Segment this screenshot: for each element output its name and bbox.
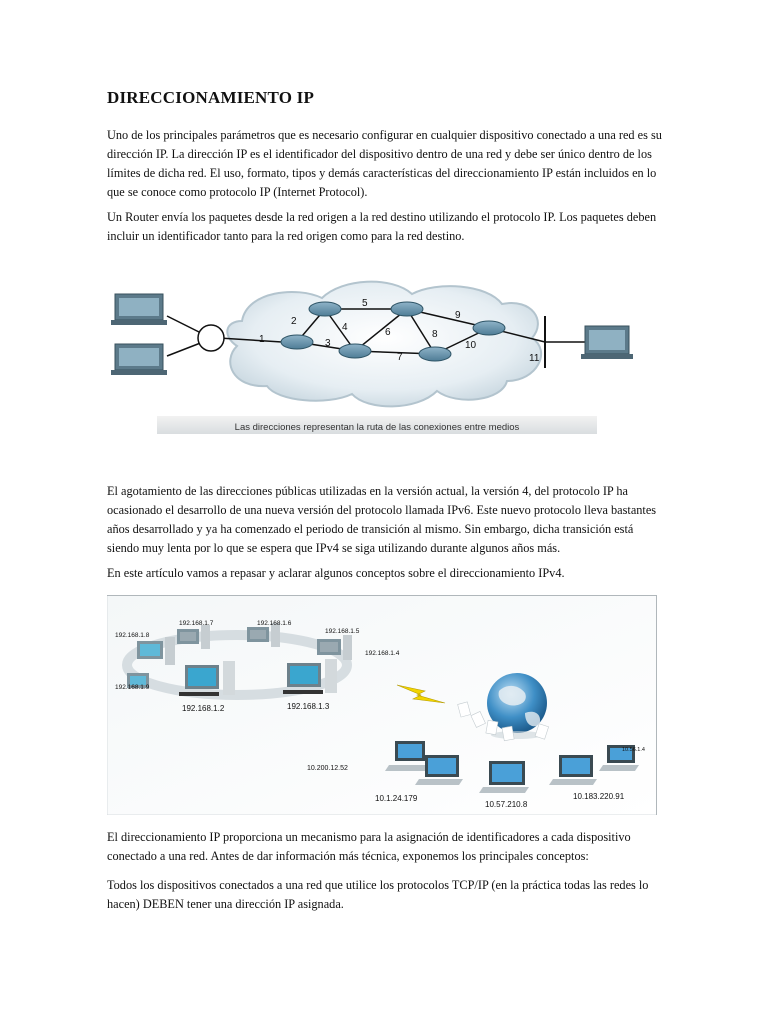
ip-address-label: 10.56.1.4: [622, 747, 645, 753]
ip-address-label: 192.168.1.7: [179, 620, 214, 627]
computer-icon: [111, 344, 167, 375]
router-icon: [339, 344, 371, 358]
figure-caption: Las direcciones representan la ruta de las conexiones entre medios: [234, 422, 520, 433]
link-label: 5: [362, 298, 368, 309]
ip-address-label: 10.57.210.8: [485, 800, 528, 809]
paragraph-3: El agotamiento de las direcciones públicas utilizadas en la versión actual, la versión 4, del protocolo IP ha ocasionado el desarrollo de una nueva versión del protocolo llamada IPv6. Este nuevo protocolo lleva bastantes años desarrollado y ya ha comenzado el periodo de transición al mismo. Sin embargo, dicha transición está siendo muy lenta por lo que se espera que IPv4 se siga utilizando durante algunos años más.: [107, 484, 657, 555]
link-label: 10: [465, 340, 477, 351]
computer-icon: [111, 294, 167, 325]
link-label: 9: [455, 310, 461, 321]
router-icon: [391, 302, 423, 316]
link-label: 6: [385, 327, 391, 338]
ip-address-label: 10.183.220.91: [573, 792, 625, 801]
paragraph-4: En este artículo vamos a repasar y aclarar algunos conceptos sobre el direccionamiento IPv4.: [107, 566, 565, 580]
ip-address-label: 192.168.1.5: [325, 628, 360, 635]
paragraph-6: Todos los dispositivos conectados a una red que utilice los protocolos TCP/IP (en la práctica todas las redes lo hacen) DEBEN tener una dirección IP asignada.: [107, 878, 649, 911]
router-icon: [281, 335, 313, 349]
link-label: 1: [259, 334, 265, 345]
ip-address-illustration: [107, 595, 657, 815]
hub-icon: [198, 325, 224, 351]
router-icon: [309, 302, 341, 316]
ip-address-label: 10.200.12.52: [307, 765, 348, 772]
ip-address-label: 10.1.24.179: [375, 794, 418, 803]
ip-address-label: 192.168.1.8: [115, 632, 150, 639]
paragraph-5: El direccionamiento IP proporciona un mecanismo para la asignación de identificadores a cada dispositivo conectado a una red. Antes de dar información más técnica, exponemos los principales conceptos:: [107, 830, 631, 863]
router-icon: [419, 347, 451, 361]
ip-address-label: 192.168.1.6: [257, 620, 292, 627]
link-label: 2: [291, 316, 297, 327]
ip-address-label: 192.168.1.4: [365, 650, 400, 657]
link-label: 4: [342, 322, 348, 333]
link-label: 8: [432, 329, 438, 340]
page-title: DIRECCIONAMIENTO IP: [107, 88, 315, 107]
router-network-diagram: [107, 276, 647, 436]
router-icon: [473, 321, 505, 335]
ip-address-label: 192.168.1.3: [287, 702, 330, 711]
link-label: 3: [325, 338, 331, 349]
network-cloud: [227, 282, 541, 407]
computer-icon: [581, 326, 633, 359]
ip-address-label: 192.168.1.9: [115, 684, 150, 691]
paragraph-1: Uno de los principales parámetros que es necesario configurar en cualquier dispositivo conectado a una red es su dirección IP. La dirección IP es el identificador del dispositivo dentro de una red y debe ser único dentro de los límites de dicha red. El uso, formato, tipos y demás características del direccionamiento IP están incluidos en lo que se conoce como protocolo IP (Internet Protocol).: [107, 128, 662, 199]
link-label: 11: [529, 353, 540, 364]
link-label: 7: [397, 352, 403, 363]
paragraph-2: Un Router envía los paquetes desde la red origen a la red destino utilizando el protocolo IP. Los paquetes deben incluir un identificador tanto para la red origen como para la red destino.: [107, 210, 657, 243]
ip-address-label: 192.168.1.2: [182, 704, 225, 713]
